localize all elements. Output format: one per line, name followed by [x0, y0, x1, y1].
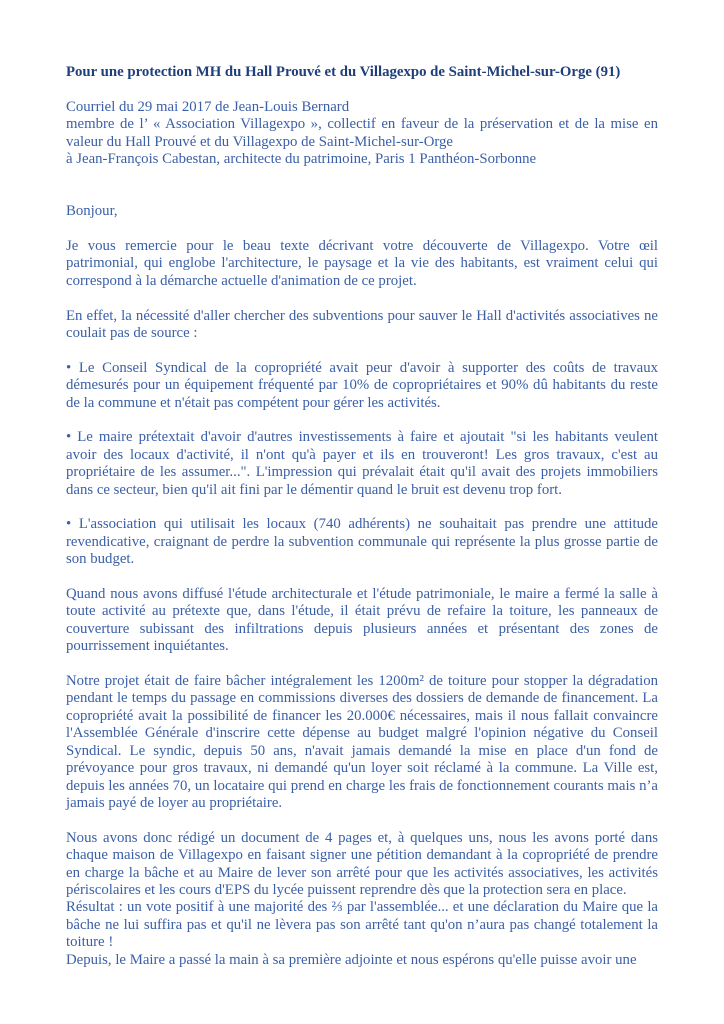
bullet-maire: • Le maire prétextait d'avoir d'autres investissements à faire et ajoutait "si les habitants veulent avoir des locaux d'activité, il n'ont qu'à payer et ils en trouveront! Les gros travaux, c'est au propriétaire de les assumer...". L'impression qui prévalait était qu'il avait des projets immobiliers dans ce secteur, bien qu'il ait fini par le démentir quand le bruit est devenu trop fort. [66, 429, 658, 498]
paragraph-resultat: Résultat : un vote positif à une majorité des ⅔ par l'assemblée... et une déclaration du Maire que la bâche ne lui suffira pas et qu'il ne lèvera pas son arrêté tant qu'on n’aura pas changé totalement la toiture ! [66, 899, 658, 951]
paragraph-etude: Quand nous avons diffusé l'étude architecturale et l'étude patrimoniale, le maire a fermé la salle à toute activité au prétexte que, dans l'étude, il était prévu de refaire la toiture, les panneaux de couverture subissant des infiltrations depuis plusieurs années et présentant des zones de pourrissement inquiétantes. [66, 586, 658, 655]
paragraph-intro-subventions: En effet, la nécessité d'aller chercher des subventions pour sauver le Hall d'activités associatives ne coulait pas de source : [66, 307, 658, 342]
paragraph-depuis: Depuis, le Maire a passé la main à sa première adjointe et nous espérons qu'elle puisse avoir une [66, 951, 637, 968]
paragraph-thanks: Je vous remercie pour le beau texte décrivant votre découverte de Villagexpo. Votre œil patrimonial, qui englobe l'architecture, le paysage et la vie des habitants, est vraiment celui qui correspond à la démarche actuelle d'animation de ce projet. [66, 238, 658, 289]
paragraph-projet-bache: Notre projet était de faire bâcher intégralement les 1200m² de toiture pour stopper la dégradation pendant le temps du passage en commissions diverses des dossiers de demande de financement. La copropriété avait la possibilité de financer les 20.000€ nécessaires, mais il nous fallait convaincre l'Assemblée Générale d'inscrire cette dépense au budget malgré l'opinion négative du Conseil Syndical. Le syndic, depuis 50 ans, n'avait jamais demandé la mise en place d'un fond de prévoyance pour gros travaux, ni demandé qu'un loyer soit réclamé à la commune. La Ville est, depuis les années 70, un locataire qui prend en charge les frais de fonctionnement courants mais n’a jamais payé de loyer au propriétaire. [66, 673, 658, 811]
paragraph-petition: Nous avons donc rédigé un document de 4 pages et, à quelques uns, nous les avons porté dans chaque maison de Villagexpo en faisant signer une pétition demandant à la copropriété de prendre en charge la bâche et au Maire de lever son arrêté pour que les activités associatives, les activités périscolaires et les cours d'EPS du lycée puissent reprendre dès que la protection sera en place. [66, 829, 658, 898]
letter-header [66, 99, 658, 169]
header-line-recipient: à Jean-François Cabestan, architecte du patrimoine, Paris 1 Panthéon-Sorbonne [66, 151, 537, 168]
bullet-conseil-syndical: • Le Conseil Syndical de la copropriété avait peur d'avoir à supporter des coûts de travaux démesurés pour un équipement fréquenté par 10% de copropriétaires et 90% dû habitants du reste de la commune et n'était pas compétent pour gérer les activités. [66, 359, 658, 411]
greeting: Bonjour, [66, 203, 118, 220]
bullet-association: • L'association qui utilisait les locaux (740 adhérents) ne souhaitait pas prendre une attitude revendicative, craignant de perdre la subvention communale qui représente la plus grosse partie de son budget. [66, 516, 658, 568]
header-line-sender-date: Courriel du 29 mai 2017 de Jean-Louis Bernard [66, 98, 350, 115]
header-line-sender-role: membre de l’ « Association Villagexpo », collectif en faveur de la préservation et de la mise en valeur du Hall Prouvé et du Villagexpo de Saint-Michel-sur-Orge [66, 116, 658, 150]
document-title: Pour une protection MH du Hall Prouvé et du Villagexpo de Saint-Michel-sur-Orge (91) [66, 64, 621, 80]
